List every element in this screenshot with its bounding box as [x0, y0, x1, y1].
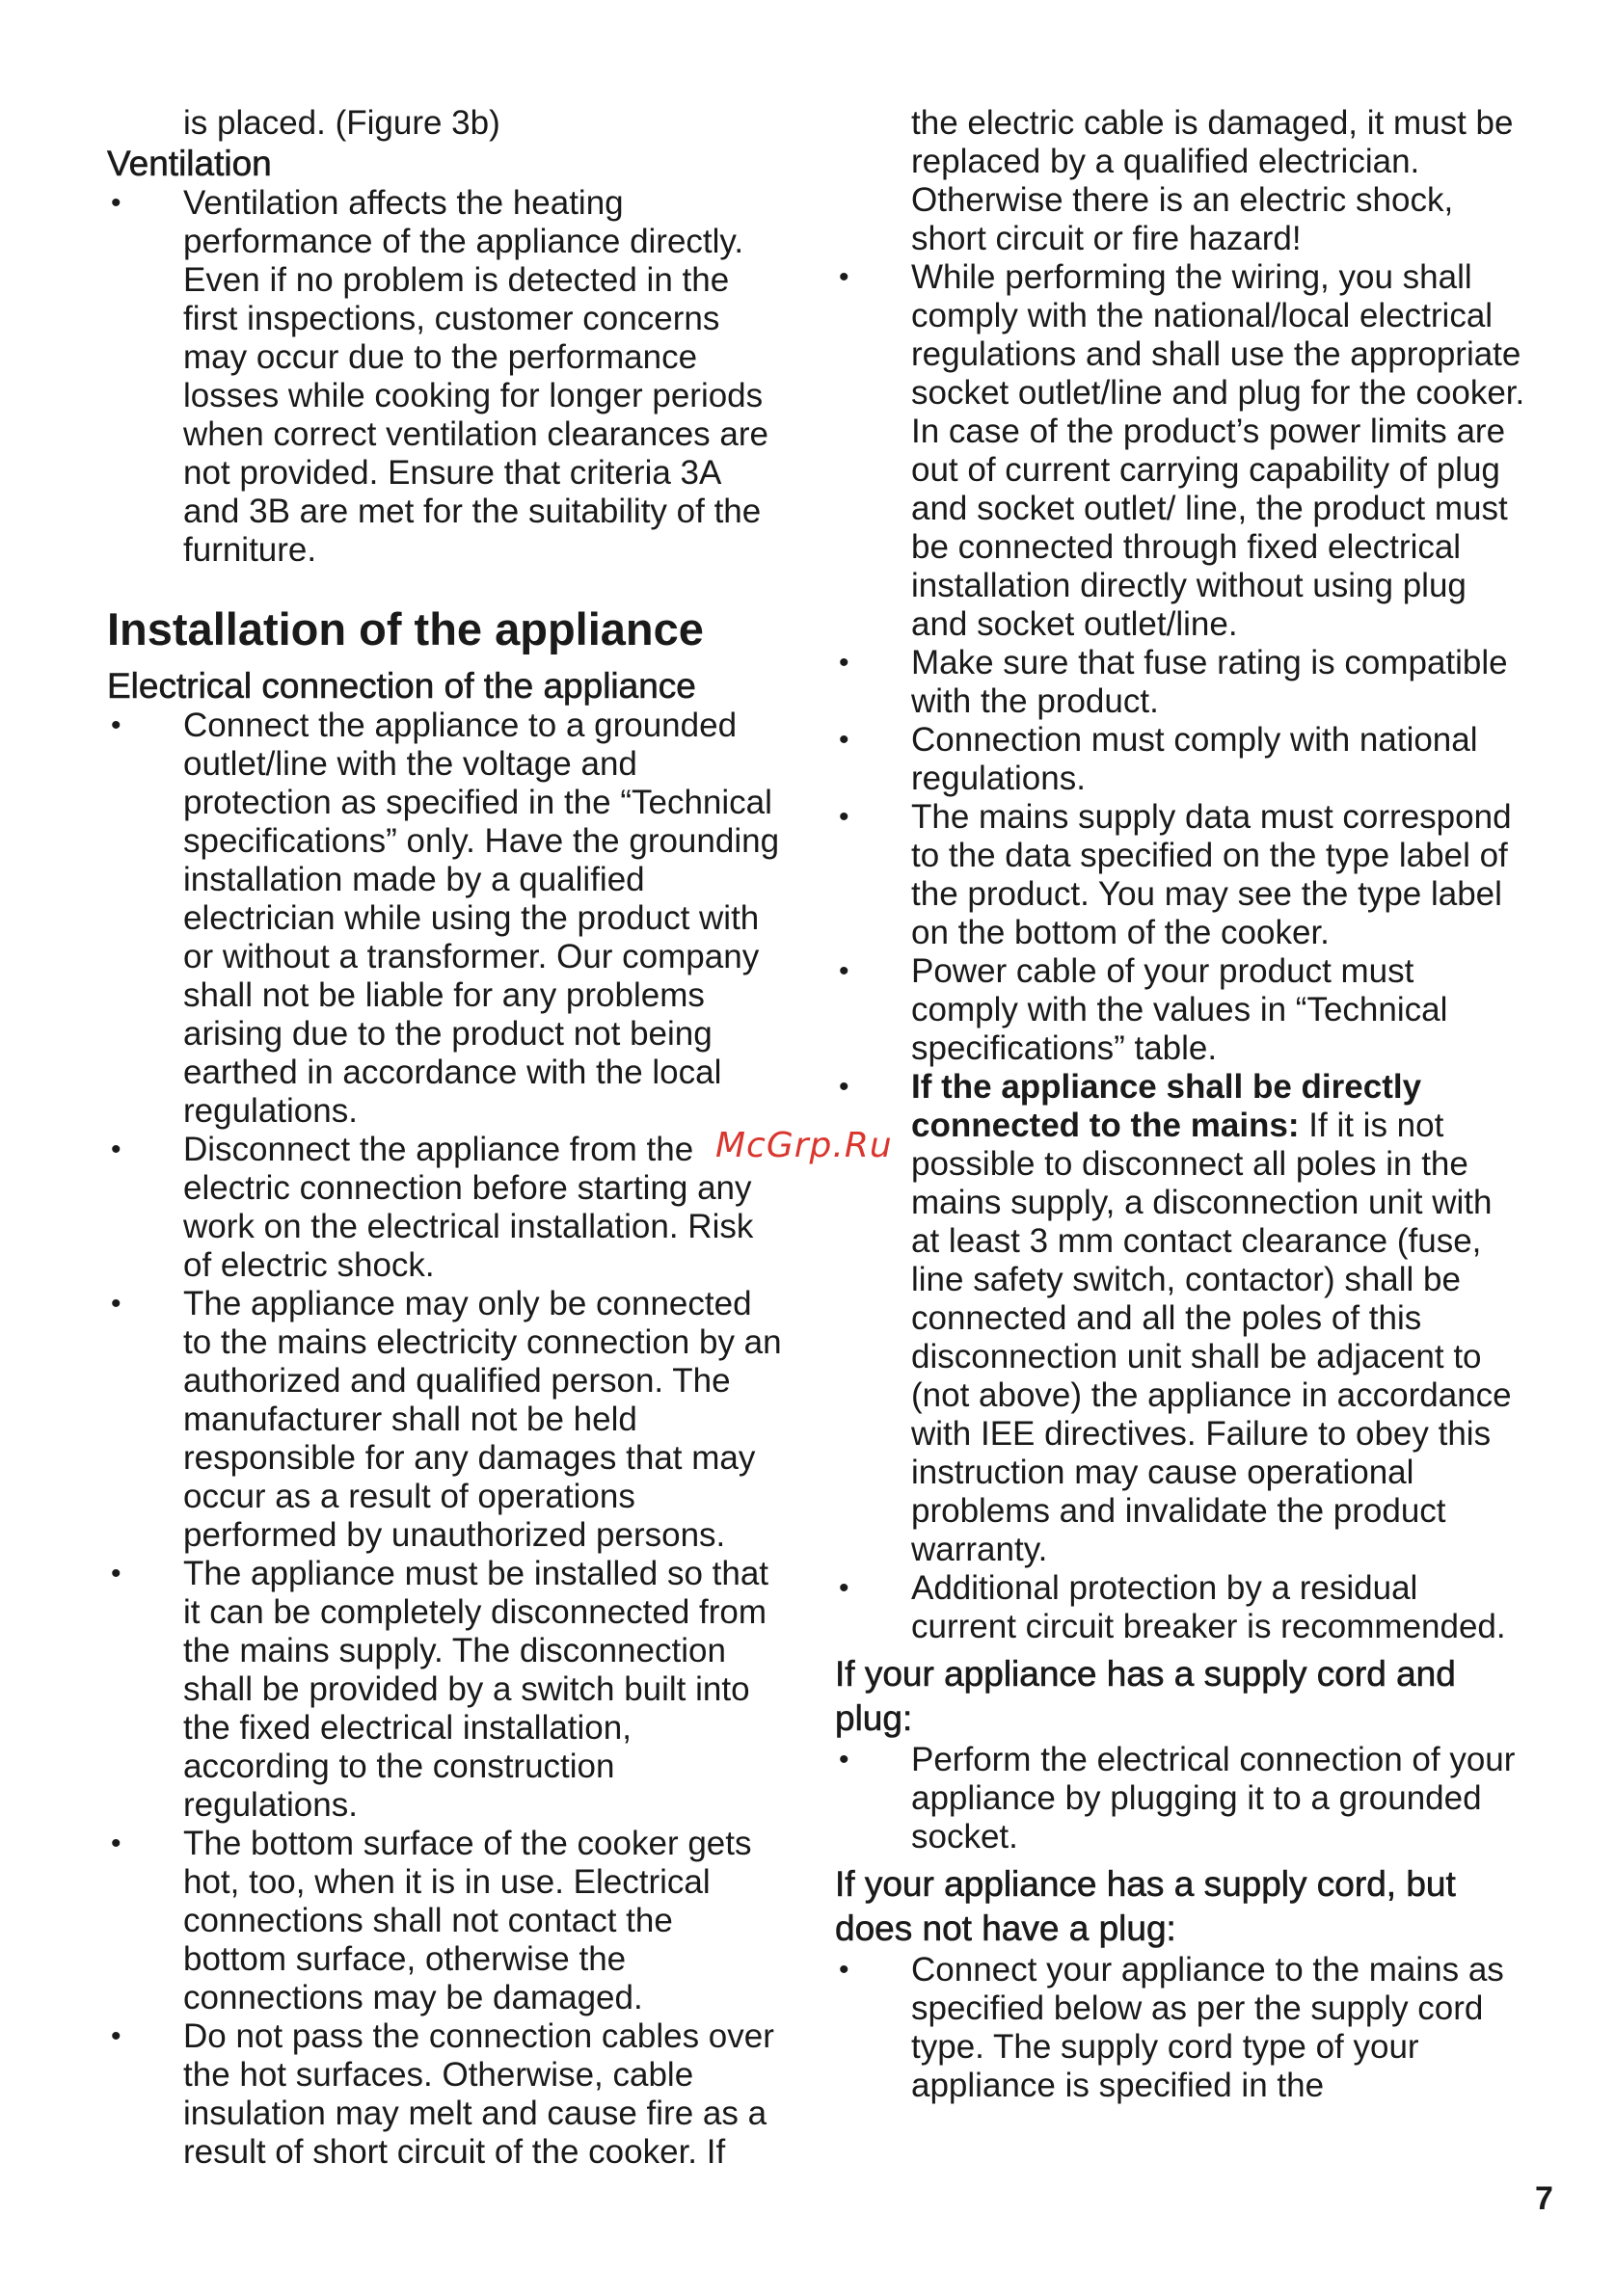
list-item: • Connect your appliance to the mains as specified below as per the supply cord type. The supply cord type of your appliance is specified in the	[835, 1951, 1529, 2105]
left-column	[107, 104, 782, 2172]
list-item: • Additional protection by a residual current circuit breaker is recommended.	[835, 1569, 1529, 1646]
list-item: • Ventilation affects the heating performance of the appliance directly. Even if no problem is detected in the first inspections, customer concerns may occur due to the performance losses while cooking for longer periods when correct ventilation clearances are not provided. Ensure that criteria 3A and 3B are met for the suitability of the furniture.	[107, 184, 782, 570]
no-plug-heading: If your appliance has a supply cord, but does not have a plug:	[835, 1864, 1456, 1948]
list-item: • Power cable of your product must comply with the values in “Technical specifications” table.	[835, 952, 1529, 1068]
plug-heading: If your appliance has a supply cord and plug:	[835, 1654, 1456, 1738]
direct-connection-label: If the appliance shall be directly connected to the mains:	[911, 1068, 1422, 1144]
list-item-direct-connection	[835, 1068, 1529, 1569]
right-column	[835, 104, 1529, 2105]
list-item: • Do not pass the connection cables over the hot surfaces. Otherwise, cable insulation may melt and cause fire as a result of short circuit of the cooker. If	[107, 2017, 782, 2172]
list-item: • The appliance may only be connected to the mains electricity connection by an authorized and qualified person. The manufacturer shall not be held responsible for any damages that may occur as a result of operations performed by unauthorized persons.	[107, 1285, 782, 1555]
ventilation-list	[107, 184, 782, 570]
list-item: • The bottom surface of the cooker gets hot, too, when it is in use. Electrical connections shall not contact the bottom surface, otherwise the connections may be damaged.	[107, 1825, 782, 2017]
continuation-text: the electric cable is damaged, it must be replaced by a qualified electrician. Otherwise there is an electric shock, short circuit or fire hazard!	[911, 104, 1514, 257]
no-plug-list	[835, 1951, 1529, 2105]
list-item: • Make sure that fuse rating is compatible with the product.	[835, 644, 1529, 721]
wiring-list	[835, 258, 1529, 1646]
ventilation-heading: Ventilation	[107, 144, 272, 183]
direct-connection-text: If it is not possible to disconnect all poles in the mains supply, a disconnection unit with at least 3 mm contact clearance (fuse, line safety switch, contactor) shall be connected and all the poles of this disconnection unit shall be adjacent to (not above) the appliance in accordance with IEE directives. Failure to obey this instruction may cause operational problems and invalidate the product warranty.	[911, 1107, 1512, 1568]
watermark: McGrp.Ru	[715, 1126, 893, 1165]
section-heading: Installation of the appliance	[107, 603, 704, 654]
list-item: • Disconnect the appliance from the electric connection before starting any work on the electrical installation. Risk of electric shock.	[107, 1131, 782, 1285]
electrical-heading: Electrical connection of the appliance	[107, 666, 696, 706]
list-item: • Perform the electrical connection of your appliance by plugging it to a grounded socket.	[835, 1741, 1529, 1856]
intro-text: is placed. (Figure 3b)	[183, 104, 500, 142]
list-item: • Connection must comply with national regulations.	[835, 721, 1529, 798]
electrical-list	[107, 707, 782, 2172]
plug-list	[835, 1741, 1529, 1856]
list-item: • The mains supply data must correspond to the data specified on the type label of the product. You may see the type label on the bottom of the cooker.	[835, 798, 1529, 952]
list-item: • Connect the appliance to a grounded outlet/line with the voltage and protection as specified in the “Technical specifications” only. Have the grounding installation made by a qualified electrician while using the product with or without a transformer. Our company shall not be liable for any problems arising due to the product not being earthed in accordance with the local regulations.	[107, 707, 782, 1131]
page-number: 7	[1535, 2180, 1553, 2217]
list-item: • The appliance must be installed so that it can be completely disconnected from the mains supply. The disconnection shall be provided by a switch built into the fixed electrical installation, according to the construction regulations.	[107, 1555, 782, 1825]
list-item: • While performing the wiring, you shall comply with the national/local electrical regulations and shall use the appropriate socket outlet/line and plug for the cooker. In case of the product’s power limits are out of current carrying capability of plug and socket outlet/ line, the product must be connected through fixed electrical installation directly without using plug and socket outlet/line.	[835, 258, 1529, 644]
